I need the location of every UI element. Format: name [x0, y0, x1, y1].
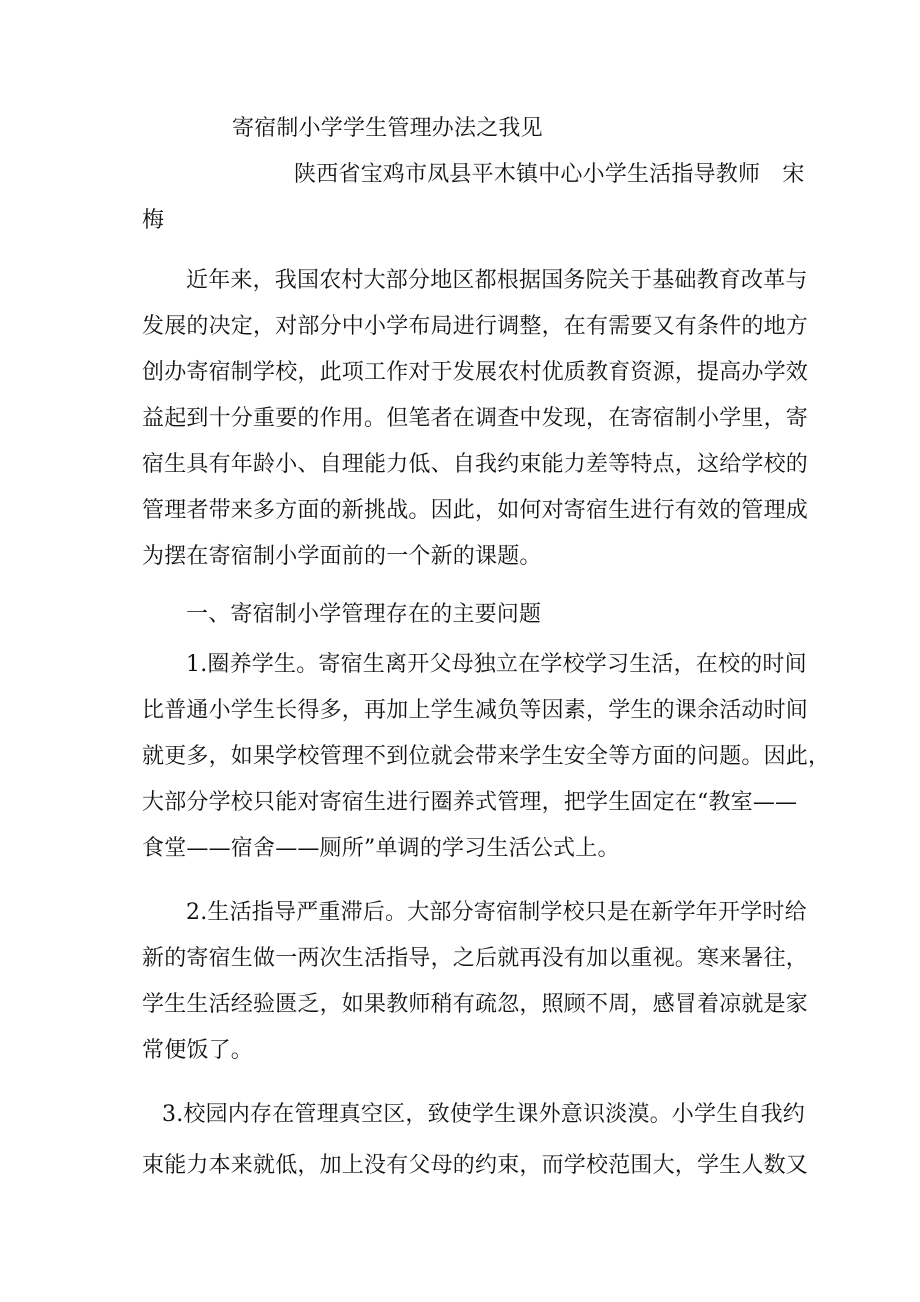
item2-line: 新的寄宿生做一两次生活指导，之后就再没有加以重视。寒来暑往，: [142, 946, 809, 971]
intro-line: 发展的决定，对部分中小学布局进行调整，在有需要又有条件的地方: [142, 314, 809, 339]
intro-line: 益起到十分重要的作用。但笔者在调查中发现，在寄宿制小学里，寄: [142, 406, 809, 431]
item2-line: 常便饭了。: [142, 1038, 254, 1063]
item1-line: 比普通小学生长得多，再加上学生减负等因素，学生的课余活动时间: [142, 698, 809, 723]
author-line: 梅: [142, 208, 165, 233]
section-heading: 一、寄宿制小学管理存在的主要问题: [186, 602, 542, 627]
author-line: 陕西省宝鸡市凤县平木镇中心小学生活指导教师 宋: [294, 162, 805, 187]
document-title: 寄宿制小学学生管理办法之我见: [232, 116, 543, 141]
item1-line: 1.圈养学生。寄宿生离开父母独立在学校学习生活，在校的时间: [186, 652, 807, 677]
item1-line: 食堂——宿舍——厕所”单调的学习生活公式上。: [142, 836, 620, 861]
intro-line: 为摆在寄宿制小学面前的一个新的课题。: [142, 544, 542, 569]
intro-line: 管理者带来多方面的新挑战。因此，如何对寄宿生进行有效的管理成: [142, 498, 809, 523]
intro-line: 创办寄宿制学校，此项工作对于发展农村优质教育资源，提高办学效: [142, 360, 809, 385]
intro-line: 近年来，我国农村大部分地区都根据国务院关于基础教育改革与: [186, 268, 808, 293]
item2-line: 学生生活经验匮乏，如果教师稍有疏忽，照顾不周，感冒着凉就是家: [142, 992, 809, 1017]
item2-line: 2.生活指导严重滞后。大部分寄宿制学校只是在新学年开学时给: [186, 900, 807, 925]
intro-line: 宿生具有年龄小、自理能力低、自我约束能力差等特点，这给学校的: [142, 452, 809, 477]
item3-line: 3.校园内存在管理真空区，致使学生课外意识淡漠。小学生自我约: [162, 1102, 805, 1127]
item3-line: 束能力本来就低，加上没有父母的约束，而学校范围大，学生人数又: [142, 1153, 809, 1178]
item1-line: 大部分学校只能对寄宿生进行圈养式管理，把学生固定在“教室——: [142, 790, 798, 815]
item1-line: 就更多，如果学校管理不到位就会带来学生安全等方面的问题。因此，: [142, 744, 831, 769]
